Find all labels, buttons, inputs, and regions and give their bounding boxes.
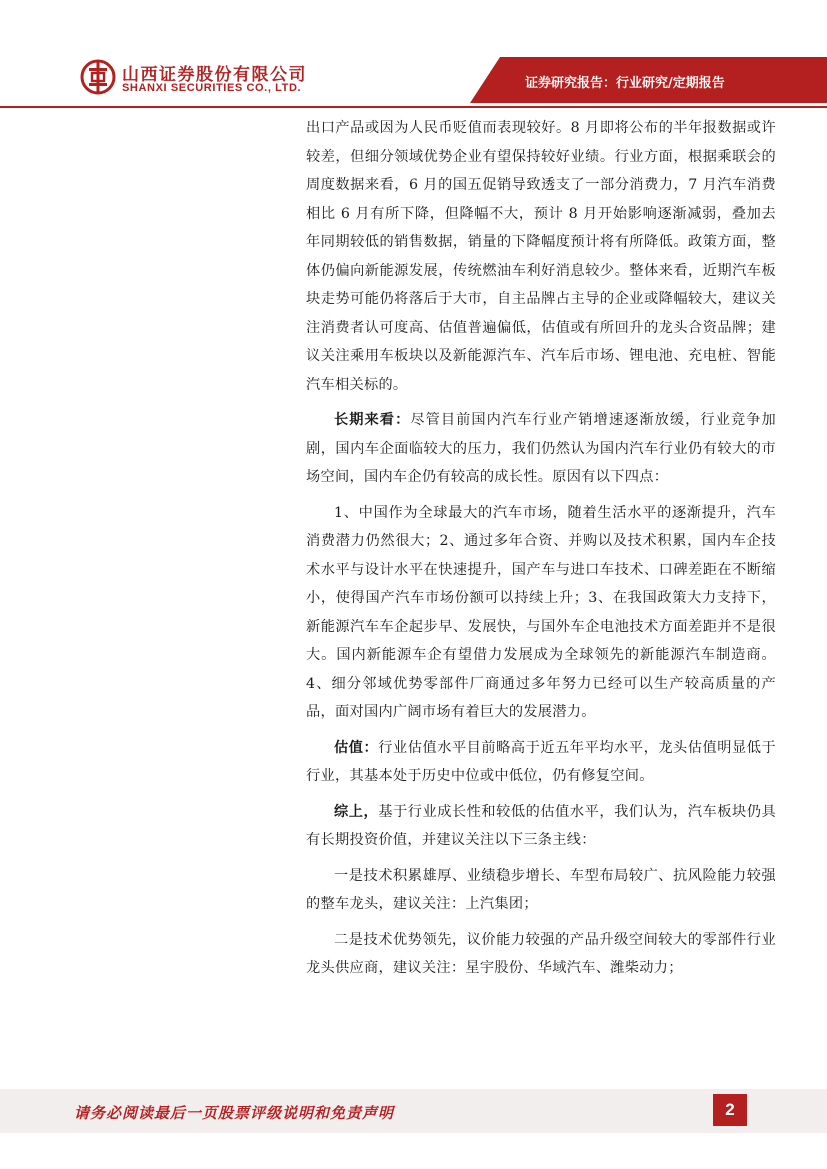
paragraph-line-one: 一是技术积累雄厚、业绩稳步增长、车型布局较广、抗风险能力较强的整车龙头，建议关注：上汽集团； bbox=[306, 867, 776, 912]
long-term-text: 尽管目前国内汽车行业产销增速逐渐放缓，行业竞争加剧，国内车企面临较大的压力，我们仍然认为国内汽车行业仍有较大的市场空间，国内车企仍有较高的成长性。原因有以下四点： bbox=[306, 412, 776, 485]
page-number: 2 bbox=[713, 1094, 747, 1126]
page-header bbox=[0, 0, 827, 112]
summary-heading: 综上， bbox=[334, 803, 379, 820]
company-name-cn: 山西证券股份有限公司 bbox=[122, 65, 307, 85]
long-term-heading: 长期来看： bbox=[334, 412, 411, 428]
paragraph-short-term: 出口产品或因为人民币贬值而表现较好。8 月即将公布的半年报数据或许较差，但细分领域优势企业有望保持较好业绩。行业方面，根据乘联会的周度数据来看，6 月的国五促销导致透支了一部分消费力，7 月汽车消费相比 6 月有所下降，但降幅不大，预计 8 月开始影响逐渐减弱，叠加去年同期较低的销售数据，销量的下降幅度预计将有所降低。政策方面，整体仍偏向新能源发展，传统燃油车利好消息较少。整体来看，近期汽车板块走势可能仍将落后于大市，自主品牌占主导的企业或降幅较大，建议关注消费者认可度高、估值普遍偏低，估值或有所回升的龙头合资品牌；建议关注乘用车板块以及新能源汽车、汽车后市场、锂电池、充电桩、智能汽车相关标的。 bbox=[306, 120, 776, 393]
footer-disclaimer: 请务必阅读最后一页股票评级说明和免责声明 bbox=[74, 1104, 395, 1122]
header-divider bbox=[0, 106, 827, 108]
paragraph-line-two: 二是技术优势领先，议价能力较强的产品升级空间较大的零部件行业龙头供应商，建议关注：星宇股份、华域汽车、潍柴动力； bbox=[306, 931, 776, 976]
report-body bbox=[306, 114, 776, 983]
valuation-heading: 估值： bbox=[334, 739, 379, 756]
paragraph-summary bbox=[306, 798, 776, 855]
valuation-text: 行业估值水平目前略高于近五年平均水平，龙头估值明显低于行业，其基本处于历史中位或中低位，仍有修复空间。 bbox=[306, 739, 776, 784]
paragraph-valuation bbox=[306, 734, 776, 791]
paragraph-long-term bbox=[306, 406, 776, 492]
summary-text: 基于行业成长性和较低的估值水平，我们认为，汽车板块仍具有长期投资价值，并建议关注以下三条主线： bbox=[306, 803, 776, 848]
company-logo-icon bbox=[80, 59, 116, 95]
paragraph-four-reasons: 1、中国作为全球最大的汽车市场，随着生活水平的逐渐提升，汽车消费潜力仍然很大；2、通过多年合资、并购以及技术积累，国内车企技术水平与设计水平在快速提升，国产车与进口车技术、口碑差距在不断缩小，使得国产汽车市场份额可以持续上升；3、在我国政策大力支持下，新能源汽车车企起步早、发展快，与国外车企电池技术方面差距并不是很大。国内新能源车企有望借力发展成为全球领先的新能源汽车制造商。 4、细分邻域优势零部件厂商通过多年努力已经可以生产较高质量的产品，面对国内广阔市场有着巨大的发展潜力。 bbox=[306, 504, 776, 720]
report-type-label: 证券研究报告：行业研究/定期报告 bbox=[525, 76, 725, 91]
company-name-en: SHANXI SECURITIES CO., LTD. bbox=[122, 82, 302, 94]
